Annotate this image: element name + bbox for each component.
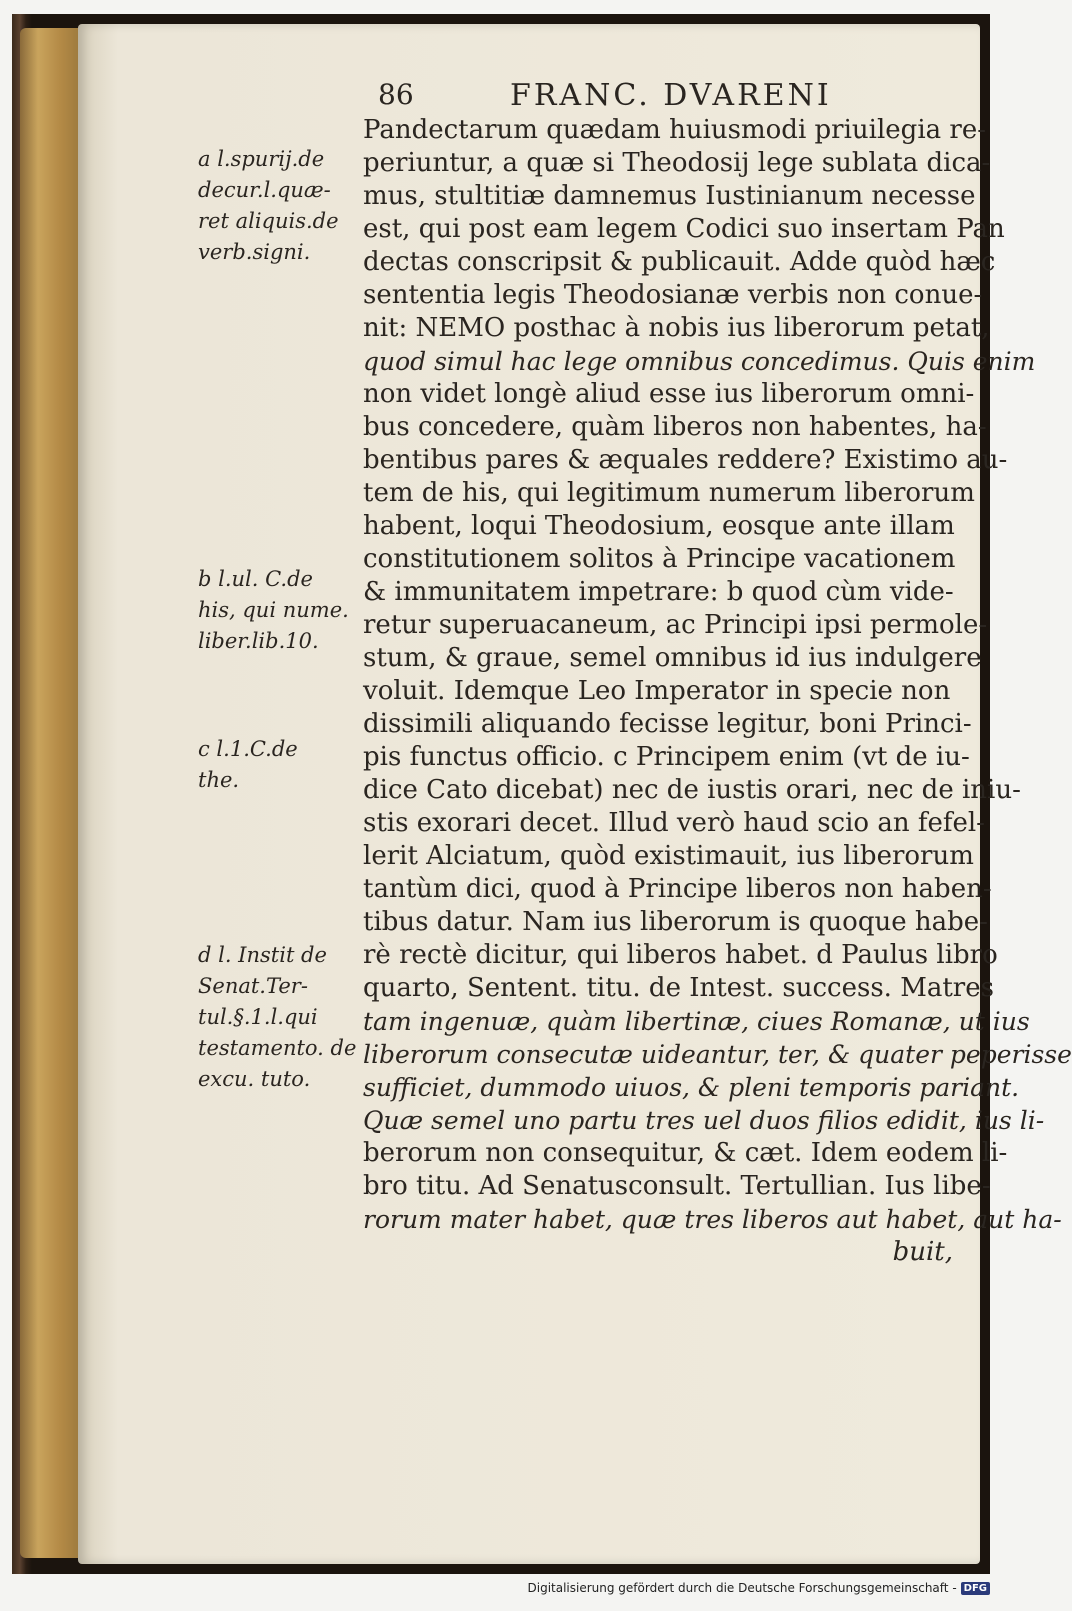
text-line: dissimili aliquando fecisse legitur, boni Princi-: [363, 709, 972, 739]
margin-note-line: ret aliquis.de: [198, 209, 339, 233]
body-text: [363, 114, 1072, 1269]
text-line: quarto, Sentent. titu. de Intest. success. Matres: [363, 973, 994, 1003]
text-line: berorum non consequitur, & cæt. Idem eodem li-: [363, 1138, 1008, 1168]
text-line: constitutionem solitos à Principe vacationem: [363, 544, 956, 574]
margin-note-line: a l.spurij.de: [198, 147, 325, 171]
text-line: liberorum consecutæ uideantur, ter, & quater peperisse: [363, 1040, 1072, 1069]
text-line: dectas conscripsit & publicauit. Adde quòd hæc: [363, 247, 996, 277]
running-head: [0, 78, 1000, 118]
text-line: rè rectè dicitur, qui liberos habet. d Paulus libro: [363, 940, 998, 970]
text-line: dice Cato dicebat) nec de iustis orari, nec de iniu-: [363, 775, 1021, 805]
margin-note-line: verb.signi.: [198, 240, 311, 264]
margin-note-line: his, qui nume.: [198, 598, 349, 622]
text-line: tibus datur. Nam ius liberorum is quoque habe-: [363, 907, 988, 937]
text-line: Pandectarum quædam huiusmodi priuilegia re-: [363, 115, 986, 145]
text-line: sufficiet, dummodo uiuos, & pleni temporis pariant.: [363, 1073, 1020, 1102]
margin-note-line: liber.lib.10.: [198, 629, 319, 653]
text-line: Quæ semel uno partu tres uel duos filios edidit, ius li-: [363, 1106, 1045, 1135]
text-line: periuntur, a quæ si Theodosij lege sublata dica-: [363, 148, 991, 178]
text-line: bentibus pares & æquales reddere? Existimo au-: [363, 445, 1008, 475]
text-line: est, qui post eam legem Codici suo insertam Pan: [363, 214, 1005, 244]
text-line: quod simul hac lege omnibus concedimus. Quis enim: [363, 347, 1036, 376]
margin-note-a: [198, 144, 358, 268]
text-line: nit: NEMO posthac à nobis ius liberorum petat,: [363, 313, 990, 343]
text-line: tantùm dici, quod à Principe liberos non haben-: [363, 874, 992, 904]
margin-note-line: d l. Instit de: [198, 943, 327, 967]
text-line: stum, & graue, semel omnibus id ius indulgere: [363, 643, 982, 673]
text-line: voluit. Idemque Leo Imperator in specie non: [363, 676, 951, 706]
text-line: retur superuacaneum, ac Principi ipsi permole-: [363, 610, 988, 640]
footer-text: Digitalisierung gefördert durch die Deutsche Forschungsgemeinschaft -: [527, 1581, 957, 1595]
text-line: mus, stultitiæ damnemus Iustinianum necesse: [363, 181, 976, 211]
text-line: lerit Alciatum, quòd existimauit, ius liberorum: [363, 841, 974, 871]
text-line: & immunitatem impetrare: b quod cùm vide-: [363, 577, 954, 607]
dfg-logo-icon: DFG: [961, 1582, 990, 1595]
margin-note-line: decur.l.quæ-: [198, 178, 331, 202]
margin-note-line: tul.§.1.l.qui: [198, 1005, 318, 1029]
margin-note-line: excu. tuto.: [198, 1067, 311, 1091]
margin-note-line: Senat.Ter-: [198, 974, 308, 998]
text-line: stis exorari decet. Illud verò haud scio an fefel-: [363, 808, 985, 838]
margin-note-line: the.: [198, 768, 240, 792]
margin-note-d: [198, 940, 358, 1095]
page-number: 86: [378, 78, 414, 111]
text-line: non videt longè aliud esse ius liberorum omni-: [363, 379, 975, 409]
running-head-title: FRANC. DVARENI: [510, 78, 832, 113]
margin-note-c: [198, 734, 358, 796]
margin-note-b: [198, 564, 358, 657]
text-line: bro titu. Ad Senatusconsult. Tertullian. Ius libe-: [363, 1171, 991, 1201]
margin-note-line: testamento. de: [198, 1036, 357, 1060]
text-line: pis functus officio. c Principem enim (vt de iu-: [363, 742, 970, 772]
margin-note-line: c l.1.C.de: [198, 737, 298, 761]
catchword: buit,: [892, 1237, 953, 1267]
text-line: tam ingenuæ, quàm libertinæ, ciues Romanæ, ut ius: [363, 1007, 1030, 1036]
digitization-footer: [528, 1581, 991, 1595]
margin-note-line: b l.ul. C.de: [198, 567, 313, 591]
text-line: sententia legis Theodosianæ verbis non conue-: [363, 280, 983, 310]
text-line: tem de his, qui legitimum numerum liberorum: [363, 478, 975, 508]
text-line: bus concedere, quàm liberos non habentes, ha-: [363, 412, 987, 442]
text-line: rorum mater habet, quæ tres liberos aut habet, aut ha-: [363, 1205, 1062, 1234]
text-line: habent, loqui Theodosium, eosque ante illam: [363, 511, 955, 541]
